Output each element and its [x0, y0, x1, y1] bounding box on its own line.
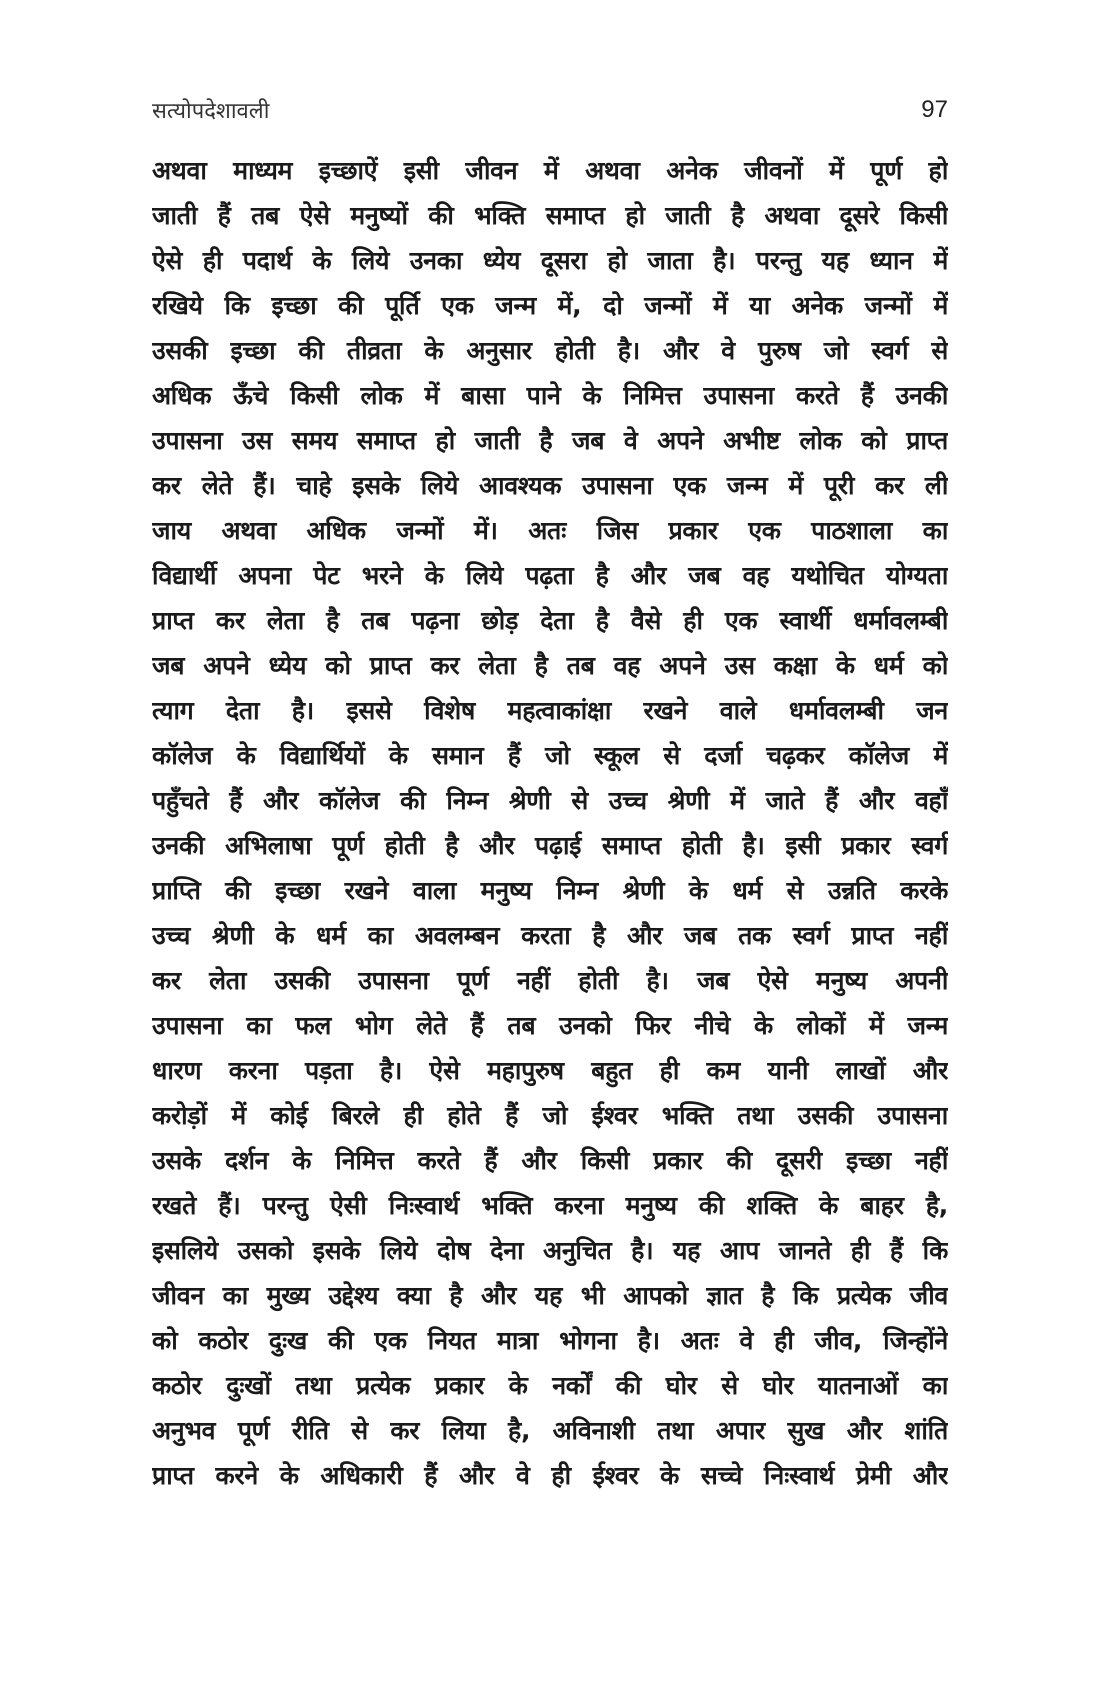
text-line: अधिक ऊँचे किसी लोक में बासा पाने के निमित्त उपासना करते हैं उनकी: [152, 381, 948, 410]
text-line: को कठोर दुःख की एक नियत मात्रा भोगना है। अतः वे ही जीव, जिन्होंने: [152, 1326, 948, 1355]
body-text: [152, 148, 948, 1498]
text-line: जीवन का मुख्य उद्देश्य क्या है और यह भी आपको ज्ञात है कि प्रत्येक जीव: [152, 1281, 948, 1310]
text-line: ऐसे ही पदार्थ के लिये उनका ध्येय दूसरा हो जाता है। परन्तु यह ध्यान में: [152, 246, 948, 275]
text-line: उसकी इच्छा की तीव्रता के अनुसार होती है। और वे पुरुष जो स्वर्ग से: [152, 336, 948, 365]
text-line: अनुभव पूर्ण रीति से कर लिया है, अविनाशी तथा अपार सुख और शांति: [152, 1416, 948, 1445]
text-line: उपासना उस समय समाप्त हो जाती है जब वे अपने अभीष्ट लोक को प्राप्त: [152, 426, 948, 455]
text-line: त्याग देता है। इससे विशेष महत्वाकांक्षा रखने वाले धर्मावलम्बी जन: [152, 696, 948, 725]
text-line: रखिये कि इच्छा की पूर्ति एक जन्म में, दो जन्मों में या अनेक जन्मों में: [152, 291, 948, 320]
running-header: [152, 92, 948, 128]
text-line: जाय अथवा अधिक जन्मों में। अतः जिस प्रकार एक पाठशाला का: [152, 516, 948, 545]
text-line: जाती हैं तब ऐसे मनुष्यों की भक्ति समाप्त हो जाती है अथवा दूसरे किसी: [152, 201, 948, 230]
text-line: उपासना का फल भोग लेते हैं तब उनको फिर नीचे के लोकों में जन्म: [152, 1011, 948, 1040]
text-line: इसलिये उसको इसके लिये दोष देना अनुचित है। यह आप जानते ही हैं कि: [152, 1236, 948, 1265]
text-line: कठोर दुःखों तथा प्रत्येक प्रकार के नर्कों की घोर से घोर यातनाओं का: [152, 1371, 948, 1400]
text-line: उसके दर्शन के निमित्त करते हैं और किसी प्रकार की दूसरी इच्छा नहीं: [152, 1146, 948, 1175]
text-line: करोड़ों में कोई बिरले ही होते हैं जो ईश्वर भक्ति तथा उसकी उपासना: [152, 1101, 948, 1130]
text-line: प्राप्त कर लेता है तब पढ़ना छोड़ देता है वैसे ही एक स्वार्थी धर्मावलम्बी: [152, 606, 948, 635]
running-header-title: सत्योपदेशावली: [152, 99, 270, 124]
text-line: पहुँचते हैं और कॉलेज की निम्न श्रेणी से उच्च श्रेणी में जाते हैं और वहाँ: [152, 786, 948, 815]
text-line: उनकी अभिलाषा पूर्ण होती है और पढ़ाई समाप्त होती है। इसी प्रकार स्वर्ग: [152, 831, 948, 860]
text-line: विद्यार्थी अपना पेट भरने के लिये पढ़ता है और जब वह यथोचित योग्यता: [152, 561, 948, 590]
text-line: प्राप्ति की इच्छा रखने वाला मनुष्य निम्न श्रेणी के धर्म से उन्नति करके: [152, 876, 948, 905]
text-line: प्राप्त करने के अधिकारी हैं और वे ही ईश्वर के सच्चे निःस्वार्थ प्रेमी और: [152, 1461, 948, 1490]
text-line: कर लेता उसकी उपासना पूर्ण नहीं होती है। जब ऐसे मनुष्य अपनी: [152, 966, 948, 995]
text-line: अथवा माध्यम इच्छाऐं इसी जीवन में अथवा अनेक जीवनों में पूर्ण हो: [152, 156, 948, 185]
text-line: कर लेते हैं। चाहे इसके लिये आवश्यक उपासना एक जन्म में पूरी कर ली: [152, 471, 948, 500]
text-line: धारण करना पड़ता है। ऐसे महापुरुष बहुत ही कम यानी लाखों और: [152, 1056, 948, 1085]
text-line: कॉलेज के विद्यार्थियों के समान हैं जो स्कूल से दर्जा चढ़कर कॉलेज में: [152, 741, 948, 770]
page-number: 97: [921, 96, 948, 123]
text-line: उच्च श्रेणी के धर्म का अवलम्बन करता है और जब तक स्वर्ग प्राप्त नहीं: [152, 921, 948, 950]
text-line: रखते हैं। परन्तु ऐसी निःस्वार्थ भक्ति करना मनुष्य की शक्ति के बाहर है,: [152, 1191, 948, 1220]
text-line: जब अपने ध्येय को प्राप्त कर लेता है तब वह अपने उस कक्षा के धर्म को: [152, 651, 948, 680]
